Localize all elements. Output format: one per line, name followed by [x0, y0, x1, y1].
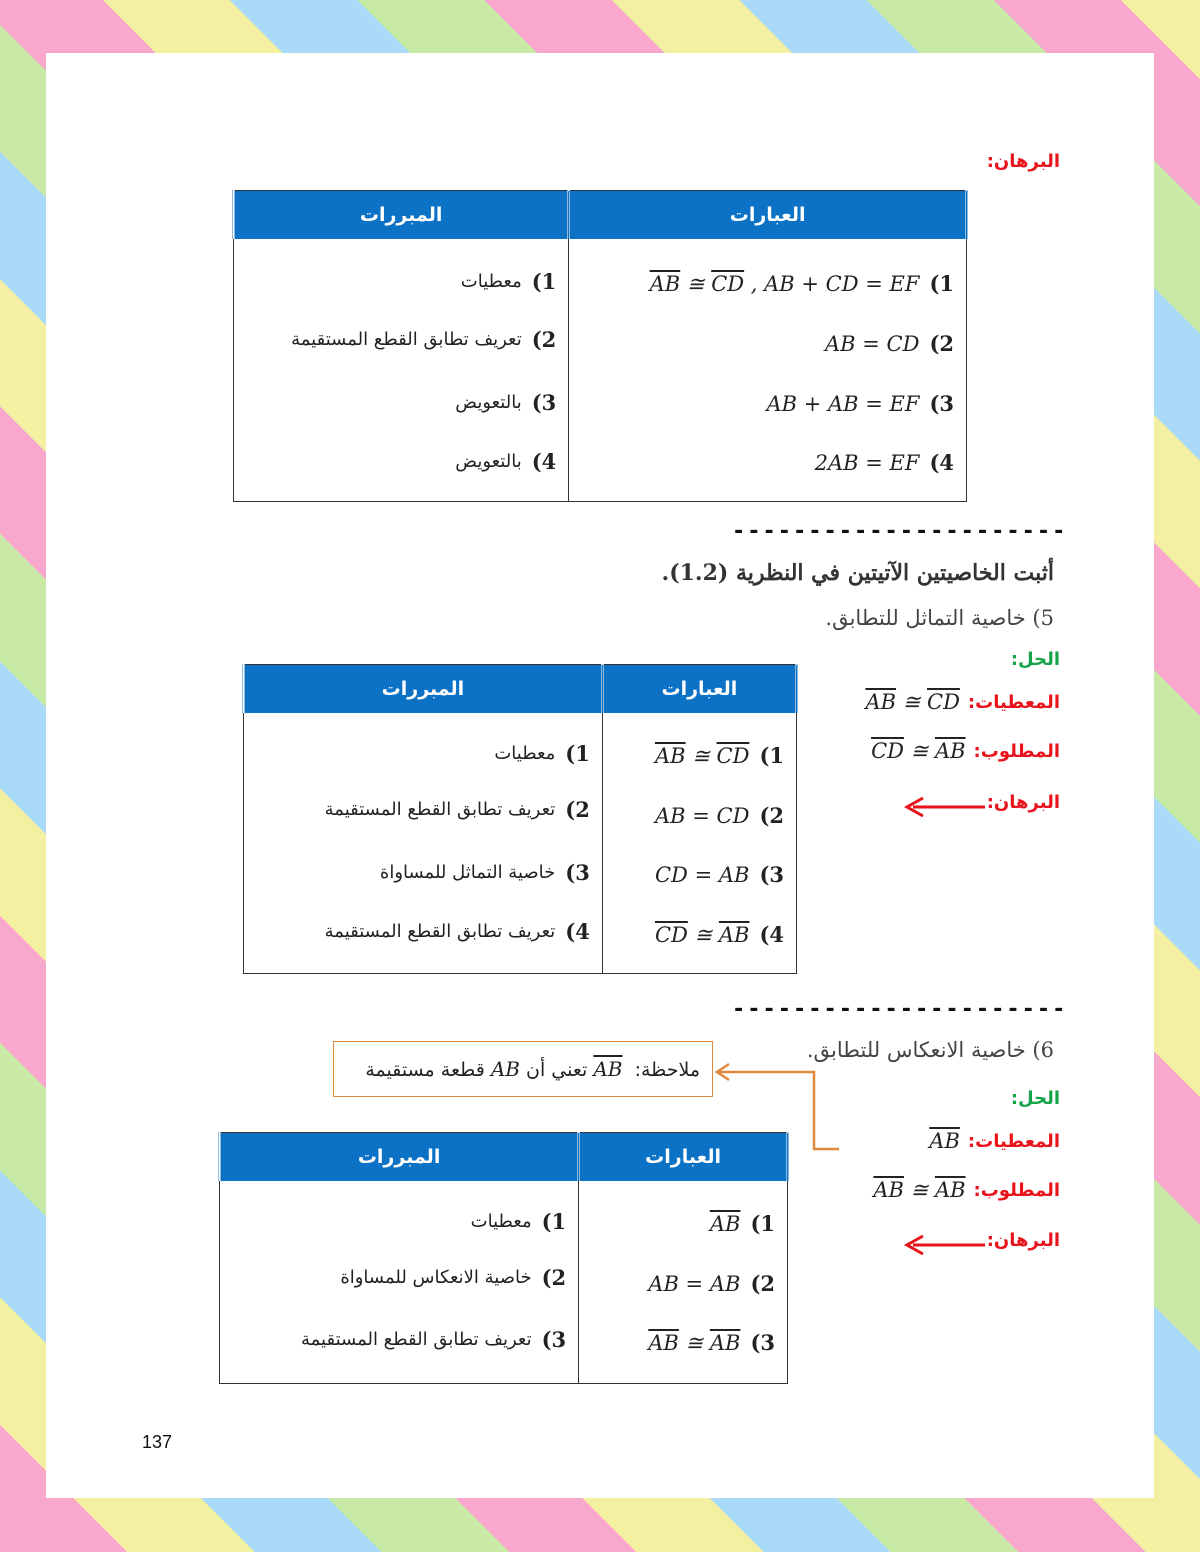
- item6-statement-row: [648, 1330, 775, 1355]
- separator: ----------------------: [732, 519, 1068, 544]
- item6-reason-row: [471, 1209, 567, 1234]
- item5-reason-row: [494, 741, 590, 766]
- item5-reason-2: تعريف تطابق القطع المستقيمة: [324, 799, 556, 820]
- item5-statements-cell: [602, 713, 796, 974]
- item5-statement-1: $\overline{AB}$ ≅ $\overline{CD}$: [654, 743, 750, 768]
- item5-solution-label: الحل:: [1010, 649, 1060, 670]
- item6-required: [873, 1178, 1060, 1202]
- row-number: 2): [541, 1265, 567, 1290]
- row-number: 1): [531, 269, 557, 294]
- row-number: 2): [929, 331, 954, 356]
- item5-statement-2: AB = CD: [654, 803, 750, 828]
- item5-statement-row: [655, 922, 784, 947]
- item6-proof-label: البرهان:: [986, 1230, 1060, 1251]
- row-number: 3): [531, 390, 557, 415]
- item5-statement-row: [655, 743, 784, 768]
- note-text: ملاحظة: AB تعني أن AB قطعة مستقيمة: [365, 1057, 700, 1081]
- proof1-reason-row: [291, 327, 556, 352]
- item6-reason-3: تعريف تطابق القطع المستقيمة: [300, 1329, 532, 1350]
- proof1-statement-4: 2AB = EF: [814, 450, 920, 475]
- item5-reason-1: معطيات: [494, 743, 556, 764]
- item6-statements-cell: [579, 1181, 788, 1384]
- item5-proof-label: البرهان:: [986, 792, 1060, 813]
- item5-reason-4: تعريف تطابق القطع المستقيمة: [324, 921, 556, 942]
- item6-statement-row: [710, 1211, 775, 1236]
- item5-reason-3: خاصية التماثل للمساواة: [379, 862, 556, 883]
- item5-table: [242, 664, 798, 974]
- item5-header-statements: العبارات: [602, 665, 796, 714]
- given-label: المعطيات:: [967, 691, 1060, 713]
- item5-required-value: $\overline{CD}$ ≅ $\overline{AB}$: [871, 739, 966, 763]
- proof1-reason-4: بالتعويض: [455, 451, 522, 472]
- proof1-header-statements: العبارات: [569, 191, 967, 240]
- item6-solution-label: الحل:: [1010, 1088, 1060, 1109]
- item6-header-reasons: المبررات: [220, 1133, 579, 1182]
- page: [46, 53, 1154, 1498]
- item5-reasons-cell: [244, 713, 603, 974]
- item5-reason-row: [380, 860, 590, 885]
- item5-given: [865, 690, 1060, 714]
- required-label: المطلوب:: [973, 1179, 1060, 1201]
- proof1-statement-3: AB + AB = EF: [766, 391, 920, 416]
- row-number: 1): [565, 741, 590, 766]
- item6-reason-row: [301, 1327, 566, 1352]
- item6-given-value: AB: [929, 1129, 960, 1153]
- item6-statement-3: $\overline{AB}$ ≅ $\overline{AB}$: [648, 1330, 741, 1355]
- row-number: 3): [565, 860, 590, 885]
- item6-reasons-cell: [220, 1181, 579, 1384]
- item6-reason-2: خاصية الانعكاس للمساواة: [340, 1267, 532, 1288]
- proof1-statement-row: [815, 450, 954, 475]
- item5-statement-row: [655, 862, 784, 887]
- proof1-statement-row: [825, 331, 954, 356]
- proof1-reason-row: [461, 269, 557, 294]
- row-number: 4): [759, 922, 784, 947]
- item6-note: [333, 1041, 713, 1097]
- row-number: 1): [541, 1209, 567, 1234]
- proof1-reason-3: بالتعويض: [455, 392, 522, 413]
- row-number: 2): [531, 327, 557, 352]
- item5-title: 5) خاصية التماثل للتطابق.: [825, 606, 1054, 630]
- item5-statement-row: [655, 803, 784, 828]
- item5-reason-row: [325, 797, 590, 822]
- row-number: 4): [531, 449, 557, 474]
- row-number: 2): [750, 1271, 775, 1296]
- proof1-statements-cell: [569, 239, 967, 502]
- item5-header-reasons: المبررات: [244, 665, 603, 714]
- item5-reason-row: [325, 919, 590, 944]
- proof1-reason-row: [455, 449, 556, 474]
- proof1-statement-row: [650, 271, 954, 296]
- proof1-reason-1: معطيات: [460, 271, 522, 292]
- item6-reason-row: [340, 1265, 566, 1290]
- proof1-statement-2: AB = CD: [824, 331, 920, 356]
- item6-header-statements: العبارات: [579, 1133, 788, 1182]
- item6-statement-row: [648, 1271, 775, 1296]
- item5-required: [871, 739, 1060, 763]
- proof1-label: البرهان:: [986, 151, 1060, 172]
- row-number: 3): [750, 1330, 775, 1355]
- row-number: 1): [750, 1211, 775, 1236]
- section-heading: أثبت الخاصيتين الآتيتين في النظرية (1.2).: [661, 560, 1054, 586]
- item6-reason-1: معطيات: [470, 1211, 532, 1232]
- item6-statement-1: AB: [709, 1211, 741, 1236]
- page-number: 137: [142, 1432, 173, 1452]
- item5-given-value: $\overline{AB}$ ≅ $\overline{CD}$: [865, 690, 960, 714]
- proof1-table: [232, 190, 968, 502]
- row-number: 1): [759, 743, 784, 768]
- proof1-reason-row: [455, 390, 556, 415]
- row-number: 3): [541, 1327, 567, 1352]
- item5-statement-3: CD = AB: [654, 862, 750, 887]
- arrow-left-icon: [901, 795, 987, 819]
- item6-statement-2: AB = AB: [648, 1271, 741, 1296]
- item6-given: [929, 1129, 1060, 1153]
- row-number: 2): [759, 803, 784, 828]
- required-label: المطلوب:: [973, 740, 1060, 762]
- row-number: 3): [759, 862, 784, 887]
- row-number: 4): [929, 450, 954, 475]
- item6-required-value: $\overline{AB}$ ≅ $\overline{AB}$: [873, 1178, 966, 1202]
- arrow-left-icon: [901, 1233, 987, 1257]
- item5-statement-4: $\overline{CD}$ ≅ $\overline{AB}$: [654, 922, 750, 947]
- item6-title: 6) خاصية الانعكاس للتطابق.: [806, 1038, 1054, 1062]
- proof1-statement-1: $\overline{AB}$ ≅ $\overline{CD}$ , AB + CD = EF: [649, 271, 920, 296]
- row-number: 4): [565, 919, 590, 944]
- given-label: المعطيات:: [967, 1130, 1060, 1152]
- proof1-reasons-cell: [234, 239, 569, 502]
- proof1-statement-row: [766, 391, 954, 416]
- proof1-header-reasons: المبررات: [234, 191, 569, 240]
- item6-table: [218, 1132, 789, 1384]
- separator: ----------------------: [732, 997, 1068, 1022]
- row-number: 1): [929, 271, 954, 296]
- row-number: 3): [929, 391, 954, 416]
- proof1-reason-2: تعريف تطابق القطع المستقيمة: [291, 329, 522, 350]
- row-number: 2): [565, 797, 590, 822]
